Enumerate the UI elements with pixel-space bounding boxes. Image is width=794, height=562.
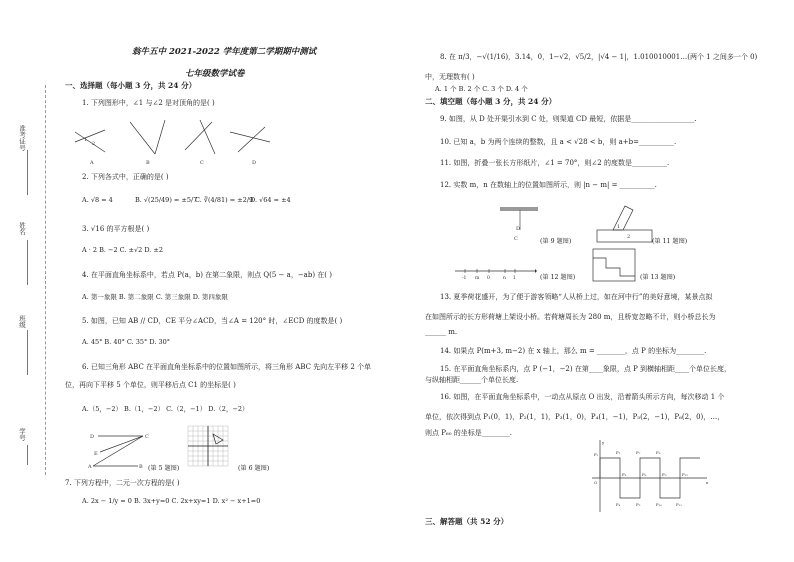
q13-text-line3: ______ m.	[425, 328, 458, 336]
q13-text-line1: 13. 夏季荷花盛开，为了便于游客领略“人从桥上过，如在河中行”的美好意境，某景点拟	[440, 293, 713, 301]
q10-text: 10. 已知 a，b 为两个连续的整数，且 a < √28 < b，则 a+b=__________.	[440, 138, 677, 146]
fig11-caption: (第 11 题图)	[652, 238, 688, 245]
fig1-num-2: 2	[92, 141, 96, 147]
binding-label-class: 班级	[18, 315, 26, 328]
q2-option-a: A. √8 = 4	[82, 196, 113, 204]
q5-text: 5. 如图，已知 AB // CD，CE 平分∠ACD，当∠A = 120° 时，∠ECD 的度数是( )	[82, 317, 343, 325]
q8-options: A. 1 个 B. 2 个 C. 3 个 D. 4 个	[435, 85, 528, 93]
binding-dashed-line	[45, 85, 46, 475]
q5-options: A. 45° B. 40° C. 35° D. 30°	[82, 338, 171, 346]
fig11-num-1: 1	[617, 224, 621, 230]
binding-line-4	[27, 445, 28, 465]
fig16-label-p7: P₇	[636, 450, 641, 455]
q2-option-d: D. √64 = ±4	[250, 196, 291, 204]
fig16-label-p6: P₆	[642, 472, 647, 477]
q1-figures	[70, 112, 270, 167]
q8-text-line2: 中，无理数有( )	[425, 73, 475, 81]
fig16-label-p12: P₁₂	[682, 472, 688, 477]
fig1-label-c: C	[200, 160, 204, 166]
fig12-tick-1: 1	[513, 276, 516, 281]
q14-text: 14. 如果点 P(m+3, m−2) 在 x 轴上，那么 m = ________，点 P 的坐标为________.	[440, 347, 707, 355]
fig13-pond	[592, 248, 637, 283]
fig12-tick-n: n	[503, 276, 506, 281]
fig1-num-1: 1	[84, 137, 88, 143]
fig9-letter-d: D	[516, 226, 521, 232]
fig16-path-diagram	[582, 440, 712, 515]
fig5-diagram	[88, 428, 153, 468]
q15-text-line1: 15. 在平面直角坐标系内，点 P (−1，−2) 在第____象限，点 P 到横轴相距____个单位长度，	[440, 365, 732, 373]
fig11-diagram	[595, 198, 655, 248]
fig16-label-p3: P₃	[622, 472, 627, 477]
q16-text-line1: 16. 如图，在平面直角坐标系中，一动点从原点 O 出发，沿着箭头所示方向，每次移动 1 个	[440, 393, 725, 401]
q2-option-b: B. √(25/49) = ±5/7	[135, 196, 198, 204]
fig16-label-p5: P₅	[636, 502, 641, 507]
q3-options: A · 2 B. −2 C. ±√2 D. ±2	[82, 246, 164, 254]
q13-text-line2: 在如图所示的长方形荷塘上架设小桥。若荷塘周长为 280 m，且桥宽忽略不计，则小桥总长为	[425, 313, 716, 321]
fig5-letter-c: C	[145, 434, 149, 440]
fig16-label-p1: P₁	[594, 452, 599, 457]
fig5-letter-b: B	[139, 464, 143, 470]
section-2-heading: 二、填空题（每小题 3 分，共 24 分）	[425, 97, 557, 106]
fig12-tick-0: 0	[487, 276, 490, 281]
binding-line-2	[27, 240, 28, 285]
binding-label-student-number: 学号	[18, 428, 26, 441]
binding-label-exam-number: 准考证号	[18, 125, 26, 151]
school-title: 翁牛五中 2021-2022 学年度第二学期期中测试	[132, 47, 317, 57]
fig16-label-p11: P₁₁	[676, 502, 682, 507]
fig11-num-2: 2	[627, 234, 631, 240]
fig9-letter-c: C	[514, 236, 518, 242]
fig6-grid	[188, 426, 233, 468]
fig1-label-d: D	[252, 160, 257, 166]
q2-option-c: C. ∛(4/81) = ±2/9	[195, 196, 254, 204]
fig5-letter-a: A	[88, 464, 92, 470]
q7-text: 7. 下列方程中，二元一次方程的是( )	[65, 479, 180, 487]
q6-options: A.（5，−2） B.（1，−2） C.（2，−1） D.（2，−2）	[82, 405, 249, 413]
section-3-heading: 三、解答题（共 52 分）	[425, 517, 509, 526]
fig12-number-line	[455, 265, 537, 283]
q16-text-line2: 单位，依次得到点 P₁(0，1)，P₂(1，1)，P₃(1，0)，P₄(1，−1)，P₅(2，−1)，P₆(2，0)，…，	[425, 413, 725, 421]
fig16-label-p10: P₁₀	[656, 502, 662, 507]
q6-text-line2: 位，再向下平移 5 个单位，则平移后点 C1 的坐标是( )	[65, 381, 236, 389]
q12-text: 12. 实数 m，n 在数轴上的位置如图所示，则 |n − m| = __________.	[440, 181, 657, 189]
q11-text: 11. 如图，折叠一张长方形纸片，∠1 = 70°，则∠2 的度数是__________.	[440, 159, 670, 167]
fig12-tick-m: m	[475, 276, 480, 281]
fig16-label-p4: P₄	[616, 502, 621, 507]
binding-label-name: 姓名	[18, 222, 26, 235]
q3-text: 3. √16 的平方根是( )	[82, 225, 150, 233]
q4-options: A. 第一象限 B. 第二象限 C. 第三象限 D. 第四象限	[82, 293, 228, 301]
fig12-caption: (第 12 题图)	[540, 274, 576, 281]
q1-text: 1. 下列图形中，∠1 与∠2 是对顶角的是( )	[82, 99, 215, 107]
fig1-label-b: B	[146, 160, 150, 166]
fig16-label-y: y	[602, 440, 605, 445]
q8-text: 8. 在 π/3，−√(1/16)，3.14，0，1−√2，√5/2，|√4 − 1|，1.010010001…(两个 1 之间多一个 0)	[440, 53, 758, 61]
q16-text-line3: 则点 P₆₀ 的坐标是________.	[425, 429, 512, 437]
fig12-tick-minus-1: -1	[462, 276, 467, 281]
fig16-label-x: x	[706, 480, 709, 485]
q6-text-line1: 6. 已知三角形 ABC 在平面直角坐标系中的位置如图所示，将三角形 ABC 先向左平移 2 个单	[82, 363, 372, 371]
fig16-label-origin: O	[594, 480, 598, 485]
subject-title: 七年级数学试卷	[185, 69, 245, 79]
q4-text: 4. 在平面直角坐标系中，若点 P(a，b) 在第二象限，则点 Q(5 − a，−ab) 在( )	[82, 271, 332, 279]
q7-options: A. 2x − 1/y = 0 B. 3x+y=0 C. 2x+xy=1 D. x² − x+1=0	[82, 497, 261, 505]
fig5-letter-d: D	[90, 434, 95, 440]
q2-text: 2. 下列各式中，正确的是( )	[82, 173, 169, 181]
binding-line-1	[27, 150, 28, 195]
q15-text-line2: 与纵轴相距______个单位长度.	[425, 376, 519, 384]
binding-line-3	[27, 330, 28, 375]
fig16-label-p9: P₉	[662, 472, 667, 477]
fig1-label-a: A	[90, 160, 94, 166]
fig13-caption: (第 13 题图)	[640, 274, 676, 281]
fig6-caption: (第 6 题图)	[238, 465, 270, 472]
fig5-caption: (第 5 题图)	[148, 465, 180, 472]
q9-text: 9. 如图，从 D 处开渠引水到 C 处，则渠道 CD 最短，依据是__________________.	[440, 115, 697, 123]
section-1-heading: 一、选择题（每小题 3 分，共 24 分）	[65, 81, 197, 90]
fig16-label-p8: P₈	[656, 450, 661, 455]
fig16-label-p2: P₂	[616, 450, 621, 455]
fig9-caption: (第 9 题图)	[540, 238, 572, 245]
fig5-letter-e: E	[94, 451, 98, 457]
fig9-diagram	[500, 200, 540, 245]
